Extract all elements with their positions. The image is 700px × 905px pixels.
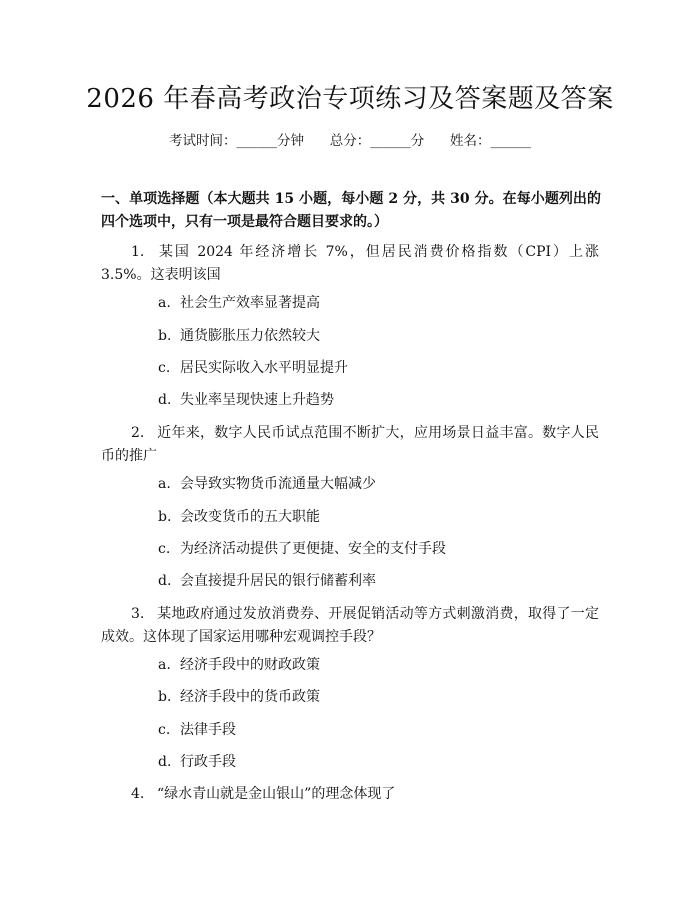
option-text: 居民实际收入水平明显提升: [180, 360, 348, 376]
option-letter: c.: [158, 722, 171, 738]
question-1-option-d: [158, 390, 334, 410]
question-number: 2.: [131, 425, 145, 441]
option-letter: c.: [158, 360, 171, 376]
question-1-option-c: [158, 358, 348, 378]
question-3-option-b: [158, 687, 320, 707]
option-letter: d.: [158, 754, 172, 770]
option-text: 行政手段: [180, 754, 236, 770]
option-letter: a.: [158, 657, 171, 673]
question-stem: “绿水青山就是金山银山”的理念体现了: [157, 786, 396, 802]
question-2-option-b: [158, 507, 320, 527]
option-letter: a.: [158, 476, 171, 492]
question-number: 3.: [131, 606, 145, 622]
question-2-option-d: [158, 571, 376, 591]
option-letter: b.: [158, 328, 172, 344]
option-text: 会直接提升居民的银行储蓄利率: [180, 573, 376, 589]
question-2-option-a: [158, 474, 376, 494]
option-text: 通货膨胀压力依然较大: [180, 328, 320, 344]
question-stem: 某地政府通过发放消费券、开展促销活动等方式刺激消费，取得了一定成效。这体现了国家运用哪种宏观调控手段？: [101, 606, 599, 645]
option-letter: d.: [158, 392, 172, 408]
question-2: [101, 422, 599, 468]
question-stem: 某国 2024 年经济增长 7%，但居民消费价格指数（CPI）上涨 3.5%。这表明该国: [101, 244, 599, 283]
option-text: 经济手段中的财政政策: [180, 657, 320, 673]
question-number: 1.: [131, 244, 145, 260]
section-heading: 一、单项选择题（本大题共 15 小题，每小题 2 分，共 30 分。在每小题列出的四个选项中，只有一项是最符合题目要求的。）: [101, 191, 601, 230]
question-stem: 近年来，数字人民币试点范围不断扩大，应用场景日益丰富。数字人民币的推广: [101, 425, 599, 464]
option-letter: c.: [158, 541, 171, 557]
question-1-option-b: [158, 326, 320, 346]
option-text: 社会生产效率显著提高: [180, 295, 320, 311]
question-3-option-a: [158, 655, 320, 675]
question-3-option-c: [158, 720, 236, 740]
option-letter: b.: [158, 509, 172, 525]
option-text: 会改变货币的五大职能: [180, 509, 320, 525]
option-text: 经济手段中的货币政策: [180, 689, 320, 705]
option-text: 失业率呈现快速上升趋势: [180, 392, 334, 408]
option-text: 会导致实物货币流通量大幅减少: [180, 476, 376, 492]
question-1-option-a: [158, 293, 320, 313]
question-3: [101, 603, 599, 649]
question-2-option-c: [158, 539, 446, 559]
question-3-option-d: [158, 752, 236, 772]
question-4: [101, 783, 599, 806]
exam-info-line: 考试时间：______分钟 总分：______分 姓名：______: [169, 133, 531, 149]
question-number: 4.: [131, 786, 145, 802]
option-letter: a.: [158, 295, 171, 311]
option-letter: d.: [158, 573, 172, 589]
question-1: [101, 241, 599, 287]
document-title: 2026 年春高考政治专项练习及答案题及答案: [86, 84, 614, 114]
option-text: 为经济活动提供了更便捷、安全的支付手段: [180, 541, 446, 557]
option-letter: b.: [158, 689, 172, 705]
option-text: 法律手段: [180, 722, 236, 738]
